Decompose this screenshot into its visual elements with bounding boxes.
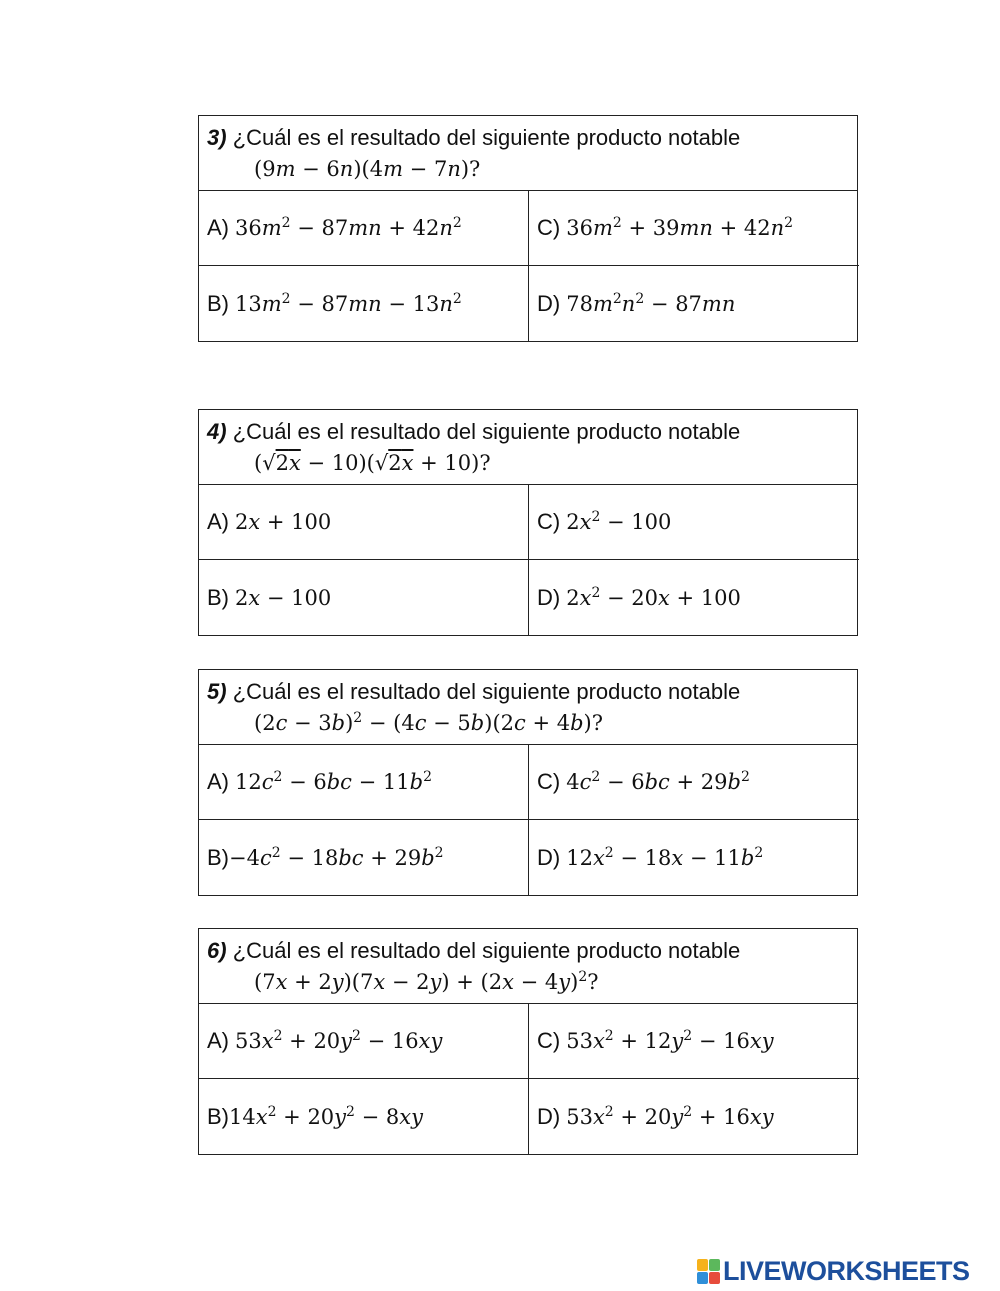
- option-label: C): [537, 509, 561, 534]
- option-a[interactable]: [199, 1004, 529, 1079]
- option-expression: $13m^2 - 87mn - 13n^2$: [235, 290, 462, 316]
- option-expression: $12c^2 - 6bc - 11b^2$: [235, 769, 432, 794]
- logo-square: [709, 1272, 720, 1284]
- option-expression: $36m^2 - 87mn + 42n^2$: [235, 215, 462, 240]
- question-5-prompt: [199, 670, 857, 745]
- option-expression: $14x^2 + 20y^2 - 8xy$: [229, 1103, 423, 1129]
- question-text: ¿Cuál es el resultado del siguiente producto notable: [232, 938, 741, 963]
- question-4-prompt: [199, 410, 857, 485]
- option-label: A): [207, 1028, 229, 1053]
- option-c[interactable]: [529, 745, 859, 820]
- question-text: ¿Cuál es el resultado del siguiente producto notable: [232, 419, 741, 444]
- option-b[interactable]: [199, 560, 529, 635]
- logo-square: [709, 1259, 720, 1271]
- question-5-box: [198, 669, 858, 896]
- option-expression: $12x^2 - 18x - 11b^2$: [566, 844, 764, 870]
- option-c[interactable]: [529, 485, 859, 560]
- option-expression: $53x^2 + 12y^2 - 16xy$: [566, 1028, 774, 1053]
- option-label: A): [207, 215, 229, 240]
- option-label: D): [537, 584, 561, 610]
- question-expression: $(2c - 3b)^2 - (4c - 5b)(2c + 4b)$?: [254, 710, 603, 735]
- question-expression: (9m − 6n)(4m − 7n)?: [254, 157, 481, 181]
- option-expression: $2x^2 - 100$: [566, 509, 672, 534]
- option-label: A): [207, 769, 229, 794]
- question-number: 5): [207, 679, 227, 704]
- question-number: 6): [207, 938, 227, 963]
- question-text: ¿Cuál es el resultado del siguiente producto notable: [232, 679, 741, 704]
- option-b[interactable]: [199, 1079, 529, 1154]
- option-expression: $53x^2 + 20y^2 + 16xy$: [566, 1103, 774, 1129]
- liveworksheets-logo-icon: [697, 1259, 719, 1283]
- option-expression: $2x^2 - 20x + 100$: [566, 584, 741, 610]
- option-a[interactable]: [199, 745, 529, 820]
- question-expression: (√2x − 10)(√2x + 10)?: [254, 451, 491, 475]
- option-label: A): [207, 509, 229, 534]
- question-text: ¿Cuál es el resultado del siguiente producto notable: [232, 125, 741, 150]
- option-label: D): [537, 290, 561, 316]
- logo-square: [697, 1272, 708, 1284]
- liveworksheets-logo: [697, 1256, 997, 1286]
- option-label: C): [537, 1028, 561, 1053]
- option-c[interactable]: [529, 1004, 859, 1079]
- option-expression: $4c^2 - 6bc + 29b^2$: [566, 769, 750, 794]
- option-d[interactable]: [529, 266, 859, 341]
- option-a[interactable]: [199, 485, 529, 560]
- option-d[interactable]: [529, 560, 859, 635]
- question-3-prompt: [199, 116, 857, 191]
- option-expression: $-4c^2 - 18bc + 29b^2$: [229, 844, 444, 870]
- option-expression: $36m^2 + 39mn + 42n^2$: [566, 215, 794, 240]
- logo-text: LIVEWORKSHEETS: [723, 1255, 970, 1286]
- question-6-prompt: [199, 929, 857, 1004]
- question-number: 3): [207, 125, 227, 150]
- option-d[interactable]: [529, 1079, 859, 1154]
- question-expression: $(7x + 2y)(7x - 2y) + (2x - 4y)^2$?: [254, 969, 599, 994]
- option-label: B): [207, 1103, 229, 1129]
- option-d[interactable]: [529, 820, 859, 895]
- logo-square: [697, 1259, 708, 1271]
- option-b[interactable]: [199, 820, 529, 895]
- question-6-box: [198, 928, 858, 1155]
- question-4-box: [198, 409, 858, 636]
- option-expression: $78m^2n^2 - 87mn$: [566, 290, 736, 316]
- option-label: C): [537, 769, 561, 794]
- option-label: D): [537, 1103, 561, 1129]
- question-3-box: [198, 115, 858, 342]
- option-expression: 2x + 100: [235, 510, 332, 534]
- option-b[interactable]: [199, 266, 529, 341]
- option-label: D): [537, 844, 561, 870]
- option-expression: 2x − 100: [235, 585, 332, 610]
- option-a[interactable]: [199, 191, 529, 266]
- option-label: B): [207, 290, 229, 316]
- question-number: 4): [207, 419, 227, 444]
- option-label: B): [207, 584, 229, 610]
- option-c[interactable]: [529, 191, 859, 266]
- option-label: B): [207, 844, 229, 870]
- option-label: C): [537, 215, 561, 240]
- option-expression: $53x^2 + 20y^2 - 16xy$: [235, 1028, 443, 1053]
